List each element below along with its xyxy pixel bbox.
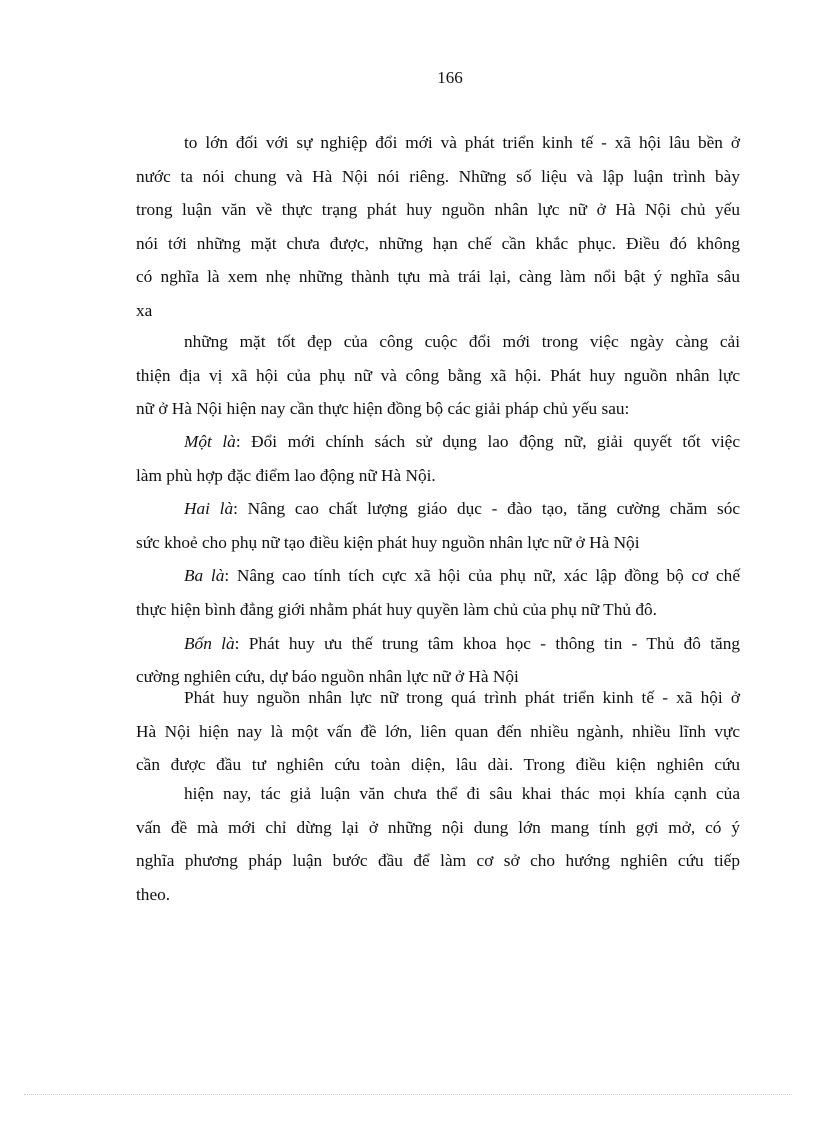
text-line: nước ta nói chung và Hà Nội nói riêng. Những số liệu và lập luận trình bày: [136, 166, 740, 186]
solution-4-text: : Phát huy ưu thế trung tâm khoa học - thông tin - Thủ đô tăng: [234, 633, 740, 653]
paragraph-conclusion: [136, 681, 740, 782]
footer-divider: [24, 1094, 792, 1095]
solution-4-line: [136, 627, 740, 661]
solutions-list: [136, 425, 740, 694]
text-line: nữ ở Hà Nội hiện nay cần thực hiện đồng bộ các giải pháp chủ yếu sau:: [136, 399, 630, 419]
paragraph-intro: [136, 126, 740, 328]
solution-2-continuation: sức khoẻ cho phụ nữ tạo điều kiện phát huy nguồn nhân lực nữ ở Hà Nội: [136, 532, 640, 552]
solution-2-text: : Nâng cao chất lượng giáo dục - đào tạo, tăng cường chăm sóc: [233, 499, 740, 519]
solution-1-line: [136, 425, 740, 459]
text-line: to lớn đối với sự nghiệp đổi mới và phát triển kinh tế - xã hội lâu bền ở: [184, 133, 740, 152]
text-line: xa: [136, 300, 153, 320]
solution-1-label: Một là: [184, 432, 236, 451]
text-line: hiện nay, tác giả luận văn chưa thể đi sâu khai thác mọi khía cạnh của: [184, 784, 740, 803]
solution-1-continuation: làm phù hợp đặc điểm lao động nữ Hà Nội.: [136, 465, 436, 485]
solution-2-line: [136, 492, 740, 526]
solution-4-label: Bốn là: [184, 633, 235, 653]
text-line: thiện địa vị xã hội của phụ nữ và công bằng xã hội. Phát huy nguồn nhân lực: [136, 365, 740, 385]
solution-4-continuation: cường nghiên cứu, dự báo nguồn nhân lực nữ ở Hà Nội: [136, 667, 519, 687]
text-line: cần được đầu tư nghiên cứu toàn diện, lâu dài. Trong điều kiện nghiên cứu: [136, 755, 740, 775]
text-line: Phát huy nguồn nhân lực nữ trong quá trình phát triển kinh tế - xã hội ở: [184, 688, 740, 707]
text-line: trong luận văn về thực trạng phát huy nguồn nhân lực nữ ở Hà Nội chủ yếu: [136, 200, 740, 220]
page-number: 166: [437, 68, 463, 87]
solution-1-text: : Đổi mới chính sách sử dụng lao động nữ, giải quyết tốt việc: [235, 432, 740, 451]
solution-3-continuation: thực hiện bình đẳng giới nhằm phát huy quyền làm chủ của phụ nữ Thủ đô.: [136, 599, 657, 619]
paragraph-limitations: [136, 777, 740, 911]
text-line: nói tới những mặt chưa được, những hạn chế cần khắc phục. Điều đó không: [136, 233, 740, 253]
text-line: có nghĩa là xem nhẹ những thành tựu mà trái lại, càng làm nổi bật ý nghĩa sâu: [136, 267, 740, 287]
solution-3-label: Ba là: [184, 566, 225, 586]
solution-3-line: [136, 559, 740, 593]
text-line: theo.: [136, 884, 171, 904]
paragraph-achievements: [136, 325, 740, 426]
text-line: những mặt tốt đẹp của công cuộc đổi mới trong việc ngày càng cải: [184, 332, 740, 351]
solution-2-label: Hai là: [184, 499, 234, 519]
text-line: nghĩa phương pháp luận bước đầu để làm cơ sở cho hướng nghiên cứu tiếp: [136, 851, 740, 871]
text-line: vấn đề mà mới chỉ dừng lại ở những nội dung lớn mang tính gợi mở, có ý: [136, 817, 740, 837]
text-line: Hà Nội hiện nay là một vấn đề lớn, liên quan đến nhiều ngành, nhiều lĩnh vực: [136, 721, 740, 741]
solution-3-text: : Nâng cao tính tích cực xã hội của phụ nữ, xác lập đồng bộ cơ chế: [224, 566, 740, 586]
